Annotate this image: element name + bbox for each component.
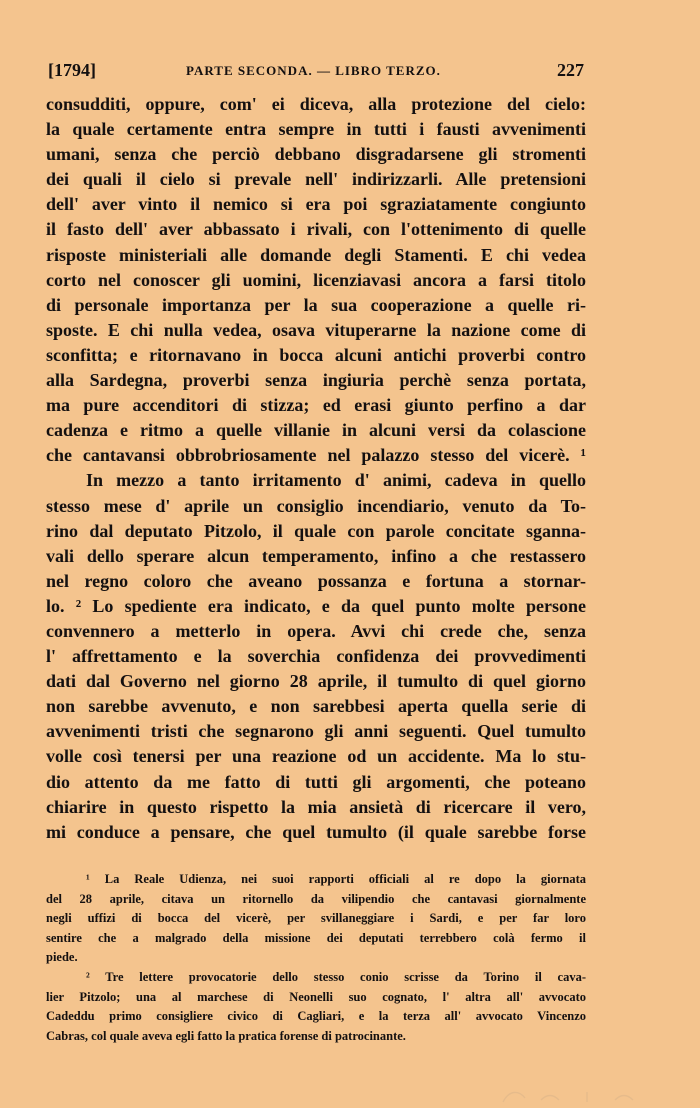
text-line: alla Sardegna, proverbi senza ingiuria perchè senza portata, bbox=[46, 370, 586, 391]
text-line: convennero a metterlo in opera. Avvi chi crede che, senza bbox=[46, 620, 586, 641]
running-title: PARTE SECONDA. — LIBRO TERZO. bbox=[186, 63, 441, 78]
footnotes bbox=[46, 870, 586, 1046]
scan-watermark bbox=[495, 1086, 665, 1104]
text-line: non sarebbe avvenuto, e non sarebbesi aperta quella serie di bbox=[46, 696, 586, 717]
main-text bbox=[46, 92, 586, 845]
text-line: dell' aver vinto il nemico si era poi sgraziatamente congiunto bbox=[46, 194, 586, 215]
text-line: ma pure accenditori di stizza; ed erasi giunto perfino a dar bbox=[46, 395, 586, 416]
header-year: [1794] bbox=[48, 60, 96, 80]
text-line: sconfitta; e ritornavano in bocca alcuni antichi proverbi contro bbox=[46, 344, 586, 365]
paragraph-start-line: In mezzo a tanto irritamento d' animi, cadeva in quello bbox=[86, 470, 586, 491]
footnote-2-line: Cadeddu primo consigliere civico di Cagliari, e la terza all' avvocato Vincenzo bbox=[46, 1009, 586, 1024]
text-line: consudditi, oppure, com' ei diceva, alla protezione del cielo: bbox=[46, 94, 586, 114]
page-number: 227 bbox=[557, 60, 584, 80]
text-line: nel regno coloro che aveano possanza e fortuna a stornar- bbox=[46, 570, 586, 591]
text-line: corto nel conoscer gli uomini, licenziavasi ancora a farsi titolo bbox=[46, 269, 586, 290]
footnote-1-line: del 28 aprile, citava un ritornello da vilipendio che cantavasi giornalmente bbox=[46, 891, 586, 906]
text-line: l' affrettamento e la soverchia confidenza dei provvedimenti bbox=[46, 646, 586, 667]
text-line: dei quali il cielo si prevale nell' indirizzarli. Alle pretensioni bbox=[46, 169, 586, 190]
watermark-mark-icon bbox=[495, 1086, 665, 1104]
text-line: lo. ² Lo spediente era indicato, e da quel punto molte persone bbox=[46, 595, 586, 616]
text-line: sposte. E chi nulla vedea, osava vituperarne la nazione come di bbox=[46, 319, 586, 340]
text-line: il fasto dell' aver abbassato i rivali, con l'ottenimento di quelle bbox=[46, 219, 586, 240]
footnote-1-line: negli uffizi di bocca del vicerè, per svillaneggiare i Sardi, e per far loro bbox=[46, 911, 586, 926]
footnote-2-line: Cabras, col quale aveva egli fatto la pratica forense di patrocinante. bbox=[46, 1028, 406, 1043]
text-line: cadenza e ritmo a quelle villanie in alcuni versi da colascione bbox=[46, 420, 586, 441]
text-line: di personale importanza per la sua cooperazione a quelle ri- bbox=[46, 294, 586, 315]
text-line: risposte ministeriali alle domande degli Stamenti. E chi vedea bbox=[46, 244, 586, 265]
text-line: volle così tenersi per una reazione od un accidente. Ma lo stu- bbox=[46, 746, 586, 767]
running-header bbox=[48, 58, 584, 84]
text-line: mi conduce a pensare, che quel tumulto (il quale sarebbe forse bbox=[46, 821, 586, 842]
footnote-1-line: ¹ La Reale Udienza, nei suoi rapporti officiali al re dopo la giornata bbox=[86, 872, 586, 886]
text-line: stesso mese d' aprile un consiglio incendiario, venuto da To- bbox=[46, 495, 586, 516]
footnote-1-line: piede. bbox=[46, 950, 78, 965]
text-line: vali dello sperare alcun temperamento, infino a che restassero bbox=[46, 545, 586, 566]
text-line: rino dal deputato Pitzolo, il quale con parole concitate sganna- bbox=[46, 520, 586, 541]
footnote-2-line: lier Pitzolo; una al marchese di Neonelli suo cognato, l' altra all' avvocato bbox=[46, 989, 586, 1004]
footnote-1-line: sentire che a malgrado della missione dei deputati terrebbero colà fermo il bbox=[46, 930, 586, 945]
text-line: chiarire in questo rispetto la mia ansietà di ricercare il vero, bbox=[46, 796, 586, 817]
text-line: dati dal Governo nel giorno 28 aprile, il tumulto di quel giorno bbox=[46, 671, 586, 692]
text-line: avvenimenti tristi che segnarono gli anni seguenti. Quel tumulto bbox=[46, 721, 586, 742]
text-line: dio attento da me fatto di tutti gli argomenti, che poteano bbox=[46, 771, 586, 792]
footnote-2-line: ² Tre lettere provocatorie dello stesso conio scrisse da Torino il cava- bbox=[86, 969, 586, 984]
text-line: umani, senza che perciò debbano disgradarsene gli stromenti bbox=[46, 144, 586, 165]
text-line: che cantavansi obbrobriosamente nel palazzo stesso del vicerè. ¹ bbox=[46, 445, 586, 466]
text-line: la quale certamente entra sempre in tutti i fausti avvenimenti bbox=[46, 119, 586, 140]
